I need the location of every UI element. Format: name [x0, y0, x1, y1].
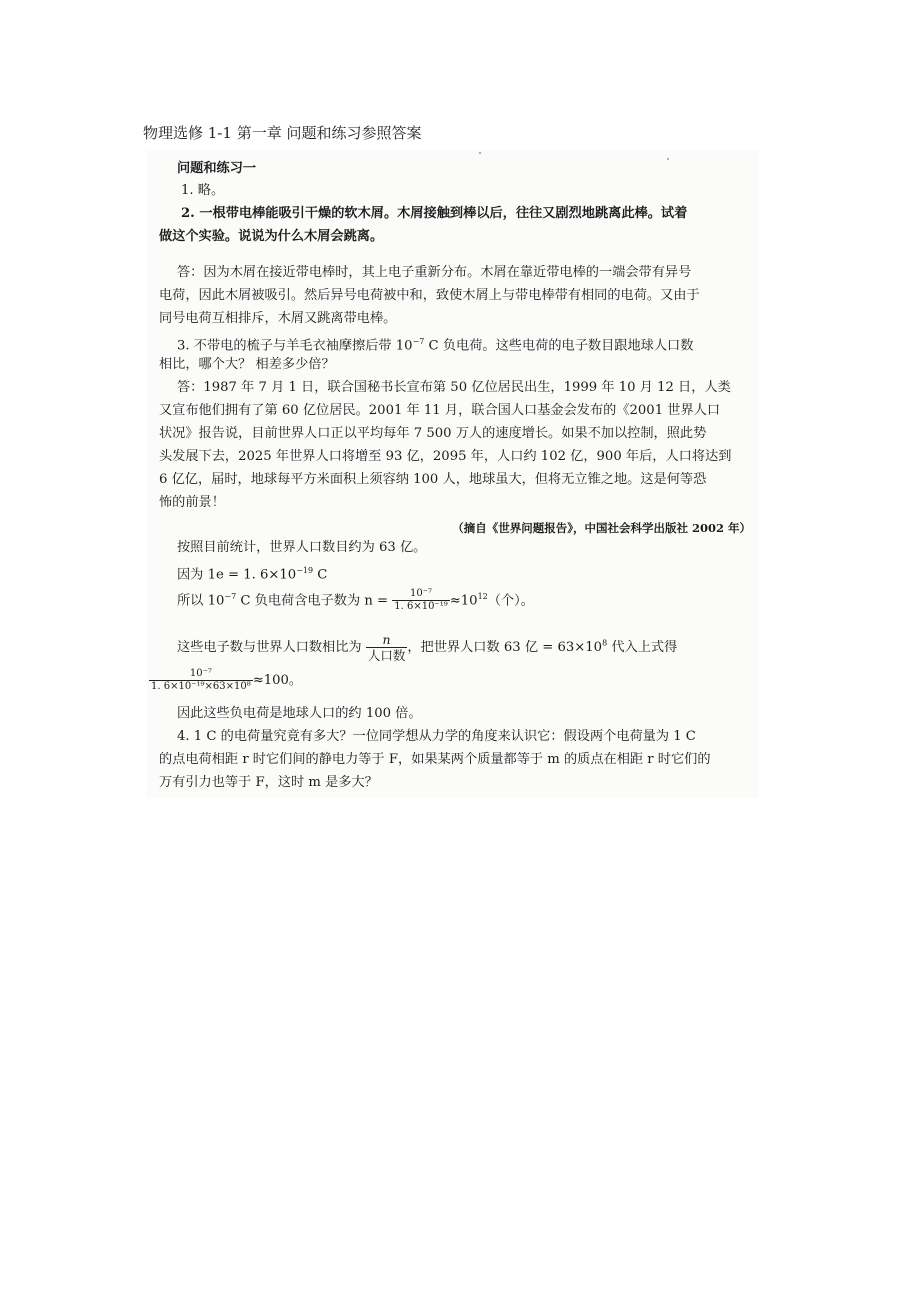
eq1-result: ≈10: [449, 593, 478, 609]
ratio-fraction: [366, 632, 408, 663]
question-4-line-2: 的点电荷相距 r 时它们间的静电力等于 F，如果某两个质量都等于 m 的质点在相距 r 时它们的: [159, 752, 711, 767]
eq2-result: ≈100。: [252, 673, 303, 688]
scanned-page: [147, 150, 759, 798]
question-2-line-2: 做这个实验。说说为什么木屑会跳离。: [159, 229, 384, 244]
eq1-result-exponent: 12: [477, 592, 488, 601]
eq2-fraction: [149, 668, 253, 693]
ratio-tail: 代入上式得: [607, 640, 678, 655]
question-4-line-3: 万有引力也等于 F，这时 m 是多大？: [159, 775, 378, 790]
answer-3-line-1: 答：1987 年 7 月 1 日，联合国秘书长宣布第 50 亿位居民出生，1999 年 10 月 12 日，人类: [177, 380, 731, 395]
answer-3-line-6: 怖的前景！: [159, 495, 225, 510]
question-4-line-1: 4. 1 C 的电荷量究竟有多大？一位同学想从力学的角度来认识它：假设两个电荷量为 1 C: [177, 729, 696, 744]
ratio-numerator: n: [382, 632, 391, 647]
ratio-suffix: ，把世界人口数 63 亿 = 63×10: [407, 640, 603, 655]
electron-charge-text: 因为 1e = 1. 6×10: [177, 567, 297, 583]
eq1-fraction: [392, 588, 449, 613]
document-title: 物理选修 1-1 第一章 问题和练习参照答案: [143, 124, 422, 142]
ratio-denominator: 人口数: [367, 648, 406, 663]
section-heading: 问题和练习一: [177, 161, 257, 176]
eq2-numerator: 10⁻⁷: [189, 668, 212, 679]
ratio-prefix: 这些电子数与世界人口数相比为: [177, 640, 362, 655]
eq1-numerator: 10⁻⁷: [409, 588, 432, 600]
answer-3-conclusion: 因此这些负电荷是地球人口的约 100 倍。: [177, 706, 422, 721]
ratio-equation: [149, 668, 302, 693]
answer-3-line-5: 6 亿亿，届时，地球每平方米面积上须容纳 100 人，地球虽大，但将无立锥之地。这是何等恐: [159, 472, 707, 487]
question-3-suffix: C 负电荷。这些电荷的电子数目跟地球人口数: [424, 338, 694, 354]
ratio-suffix-exponent: 8: [602, 638, 608, 648]
question-2-line-1: 2. 一根带电棒能吸引干燥的软木屑。木屑接触到棒以后，往往又剧烈地跳离此棒。试着: [181, 206, 688, 221]
answer-2-line-3: 同号电荷互相排斥，木屑又跳离带电棒。: [159, 311, 397, 326]
answer-3-line-2: 又宣布他们拥有了第 60 亿位居民。2001 年 11 月，联合国人口基金会发布的《2001 世界人口: [159, 403, 721, 418]
eq1-mid: C 负电荷含电子数为 n =: [236, 593, 393, 609]
ratio-line: [177, 632, 677, 663]
eq1-prefix-exponent: −7: [224, 592, 237, 601]
scan-speck: [667, 158, 669, 160]
eq1-denominator: 1. 6×10⁻¹⁹: [394, 601, 448, 613]
scan-speck: [479, 152, 481, 154]
answer-3-line-4: 头发展下去，2025 年世界人口将增至 93 亿，2095 年，人口约 102 亿，900 年后，人口将达到: [159, 449, 732, 464]
electron-charge-exponent: −19: [296, 566, 314, 575]
answer-2-line-1: 答：因为木屑在接近带电棒时，其上电子重新分布。木屑在靠近带电棒的一端会带有异号: [177, 265, 692, 280]
citation: （摘自《世界问题报告》，中国社会科学出版社 2002 年）: [452, 521, 751, 535]
question-3-prefix: 3. 不带电的梳子与羊毛衣袖摩擦后带 10: [177, 338, 413, 354]
question-3-exponent: −7: [412, 337, 425, 346]
electron-charge-line: [177, 560, 327, 586]
eq1-tail: （个）。: [487, 593, 534, 609]
question-3-line-2: 相比，哪个大？ 相差多少倍？: [159, 357, 335, 372]
question-1: 1. 略。: [181, 183, 225, 198]
answer-3-line-3: 状况》报告说，目前世界人口正以平均每年 7 500 万人的速度增长。如果不加以控制，照此势: [159, 426, 707, 441]
eq1-prefix: 所以 10: [177, 593, 225, 609]
electron-number-equation: [177, 586, 534, 613]
population-count: 按照目前统计，世界人口数目约为 63 亿。: [177, 540, 427, 555]
answer-2-line-2: 电荷，因此木屑被吸引。然后异号电荷被中和，致使木屑上与带电棒带有相同的电荷。又由于: [159, 288, 700, 303]
electron-charge-unit: C: [313, 567, 328, 583]
eq2-denominator: 1. 6×10⁻¹⁹×63×10⁸: [151, 681, 251, 692]
